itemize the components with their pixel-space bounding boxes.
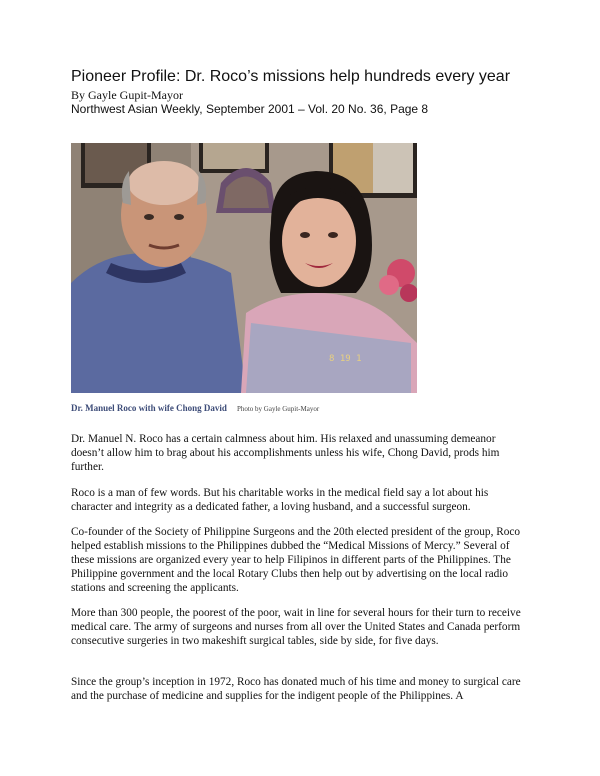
caption-text: Dr. Manuel Roco with wife Chong David (71, 403, 227, 413)
photo-caption (71, 398, 319, 416)
paragraph-5: Since the group’s inception in 1972, Roco has donated much of his time and money to surgical care and the purchase of medicine and supplies for the indigent people of the Philippines. A (71, 676, 521, 702)
svg-text:8 19 1: 8 19 1 (329, 354, 362, 364)
photo-roco-and-wife (71, 143, 417, 393)
paragraph-3: Co-founder of the Society of Philippine Surgeons and the 20th elected president of the group, Roco helped establish missions to the Philippines dubbed the “Medical Missions of Mercy.” Several of these missions are organized every year to help Filipinos in different parts of the Philippines. The Philippine government and the local Rotary Clubs then help out by advertising on the local radio stations and screening the applicants. (71, 526, 521, 594)
photo-credit: Photo by Gayle Gupit-Mayor (236, 405, 320, 413)
article-byline: By Gayle Gupit-Mayor (71, 88, 183, 102)
article-source: Northwest Asian Weekly, September 2001 – Vol. 20 No. 36, Page 8 (71, 102, 429, 116)
paragraph-1: Dr. Manuel N. Roco has a certain calmness about him. His relaxed and unassuming demeanor doesn’t allow him to brag about his accomplishments unless his wife, Chong David, prods him further. (71, 433, 500, 473)
article-title: Pioneer Profile: Dr. Roco’s missions help hundreds every year (71, 68, 511, 85)
paragraph-4: More than 300 people, the poorest of the poor, wait in line for several hours for their turn to receive medical care. The army of surgeons and nurses from all over the United States and Canada perform consecutive surgeries in two makeshift surgical tables, side by side, for five days. (71, 607, 521, 647)
paragraph-2: Roco is a man of few words. But his charitable works in the medical field say a lot about his character and integrity as a dedicated father, a loving husband, and a successful surgeon. (71, 487, 489, 513)
